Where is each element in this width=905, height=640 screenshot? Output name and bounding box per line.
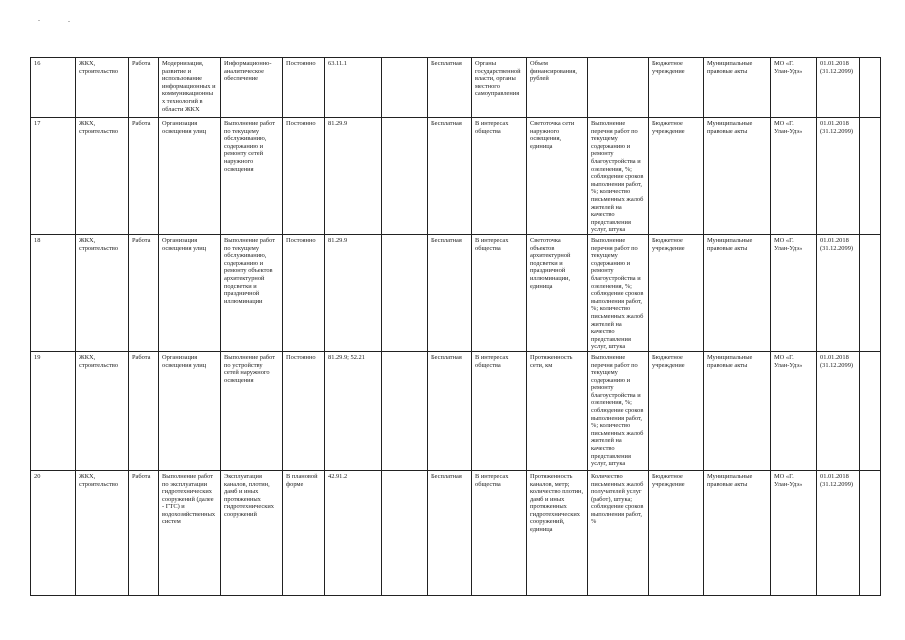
cell-founder: МО «Г. Улан-Удэ»: [771, 118, 817, 235]
cell-empty: [860, 351, 881, 470]
table-row: [31, 470, 881, 595]
cell-periodicity: Постоянно: [283, 58, 325, 118]
cell-dates: 01.01.2018 (31.12.2099): [817, 351, 860, 470]
cell-volume-indicator: Светоточка объектов архитектурной подсветки и праздничной иллюминации, единица: [527, 235, 588, 352]
cell-volume-indicator: Объем финансирования, рублей: [527, 58, 588, 118]
cell-volume-indicator: Протяженность сети, км: [527, 351, 588, 470]
table-row: [31, 58, 881, 118]
cell-type: Работа: [129, 235, 159, 352]
cell-legal-acts: Муниципальные правовые акты: [704, 235, 771, 352]
cell-type: Работа: [129, 58, 159, 118]
cell-content: Информационно- аналитическое обеспечение: [221, 58, 283, 118]
scan-speck: [38, 20, 40, 21]
cell-empty: [382, 470, 428, 595]
cell-quality-indicator: Выполнение перечня работ по текущему содержанию и ремонту благоустройства и озеленения, %; соблюдение сроков выполнения работ, %; количество письменных жалоб жителей на качество представления услуг, штука: [588, 118, 649, 235]
cell-service-name: Модернизация, развитие и использование информационных и коммуникационны х технологий в области ЖКХ: [159, 58, 221, 118]
cell-founder: МО «Г. Улан-Удэ»: [771, 470, 817, 595]
cell-payment: Бесплатная: [428, 235, 472, 352]
scan-speck: [68, 21, 70, 22]
cell-empty: [382, 351, 428, 470]
table-row: [31, 351, 881, 470]
cell-type: Работа: [129, 118, 159, 235]
cell-legal-acts: Муниципальные правовые акты: [704, 351, 771, 470]
cell-type: Работа: [129, 470, 159, 595]
cell-sphere: ЖКХ, строительство: [76, 235, 129, 352]
cell-quality-indicator: Выполнение перечня работ по текущему содержанию и ремонту благоустройства и озеленения, %; соблюдение сроков выполнения работ, %; количество письменных жалоб жителей на качество представления услуг, штука: [588, 351, 649, 470]
cell-content: Выполнение работ по текущему обслуживанию, содержанию и ремонту объектов архитектурной подсветки и праздничной иллюминации: [221, 235, 283, 352]
cell-periodicity: В плановой форме: [283, 470, 325, 595]
cell-content: Выполнение работ по текущему обслуживанию, содержанию и ремонту сетей наружного освещения: [221, 118, 283, 235]
cell-consumer: Органы государственной власти, органы местного самоуправления: [472, 58, 527, 118]
cell-periodicity: Постоянно: [283, 118, 325, 235]
cell-sphere: ЖКХ, строительство: [76, 58, 129, 118]
cell-institution-type: Бюджетное учреждение: [649, 118, 704, 235]
cell-founder: МО «Г. Улан-Удэ»: [771, 235, 817, 352]
cell-dates: 01.01.2018 (31.12.2099): [817, 118, 860, 235]
cell-volume-indicator: Светоточка сети наружного освещения, единица: [527, 118, 588, 235]
cell-content: Эксплуатация каналов, плотин, дамб и иных протяженных гидротехнических сооружений: [221, 470, 283, 595]
cell-consumer: В интересах общества: [472, 235, 527, 352]
cell-empty: [860, 58, 881, 118]
cell-institution-type: Бюджетное учреждение: [649, 351, 704, 470]
cell-number: 16: [31, 58, 76, 118]
cell-service-name: Организация освещения улиц: [159, 235, 221, 352]
cell-dates: 01.01.2018 (31.12.2099): [817, 470, 860, 595]
cell-service-name: Организация освещения улиц: [159, 118, 221, 235]
cell-consumer: В интересах общества: [472, 470, 527, 595]
cell-number: 19: [31, 351, 76, 470]
cell-okved: 81.29.9; 52.21: [325, 351, 382, 470]
cell-founder: МО «Г. Улан-Удэ»: [771, 351, 817, 470]
cell-payment: Бесплатная: [428, 118, 472, 235]
cell-number: 18: [31, 235, 76, 352]
cell-empty: [860, 470, 881, 595]
services-registry-table: [30, 57, 881, 596]
cell-empty: [382, 118, 428, 235]
cell-okved: 81.29.9: [325, 235, 382, 352]
cell-quality-indicator: [588, 58, 649, 118]
cell-service-name: Организация освещения улиц: [159, 351, 221, 470]
cell-service-name: Выполнение работ по эксплуатации гидротехнических сооружений (далее - ГТС) и водохозяйственных систем: [159, 470, 221, 595]
cell-dates: 01.01.2018 (31.12.2099): [817, 235, 860, 352]
cell-founder: МО «Г. Улан-Удэ»: [771, 58, 817, 118]
cell-payment: Бесплатная: [428, 351, 472, 470]
cell-institution-type: Бюджетное учреждение: [649, 470, 704, 595]
cell-legal-acts: Муниципальные правовые акты: [704, 58, 771, 118]
cell-legal-acts: Муниципальные правовые акты: [704, 118, 771, 235]
table-row: [31, 235, 881, 352]
cell-periodicity: Постоянно: [283, 235, 325, 352]
cell-content: Выполнение работ по устройству сетей наружного освещения: [221, 351, 283, 470]
cell-volume-indicator: Протяженность каналов, метр; количество плотин, дамб и иных протяженных гидротехнических сооружений, единица: [527, 470, 588, 595]
cell-empty: [860, 235, 881, 352]
cell-consumer: В интересах общества: [472, 118, 527, 235]
cell-payment: Бесплатная: [428, 470, 472, 595]
cell-quality-indicator: Выполнение перечня работ по текущему содержанию и ремонту благоустройства и озеленения, %; соблюдение сроков выполнения работ, %; количество письменных жалоб жителей на качество представления услуг, штука: [588, 235, 649, 352]
cell-sphere: ЖКХ, строительство: [76, 118, 129, 235]
cell-sphere: ЖКХ, строительство: [76, 351, 129, 470]
cell-type: Работа: [129, 351, 159, 470]
cell-sphere: ЖКХ, строительство: [76, 470, 129, 595]
cell-periodicity: Постоянно: [283, 351, 325, 470]
cell-consumer: В интересах общества: [472, 351, 527, 470]
cell-institution-type: Бюджетное учреждение: [649, 235, 704, 352]
cell-number: 20: [31, 470, 76, 595]
cell-dates: 01.01.2018 (31.12.2099): [817, 58, 860, 118]
cell-okved: 81.29.9: [325, 118, 382, 235]
cell-empty: [860, 118, 881, 235]
cell-institution-type: Бюджетное учреждение: [649, 58, 704, 118]
cell-legal-acts: Муниципальные правовые акты: [704, 470, 771, 595]
cell-empty: [382, 235, 428, 352]
cell-quality-indicator: Количество письменных жалоб получателей услуг (работ), штука; соблюдение сроков выполнения работ, %: [588, 470, 649, 595]
cell-payment: Бесплатная: [428, 58, 472, 118]
table-row: [31, 118, 881, 235]
cell-number: 17: [31, 118, 76, 235]
cell-empty: [382, 58, 428, 118]
cell-okved: 42.91.2: [325, 470, 382, 595]
cell-okved: 63.11.1: [325, 58, 382, 118]
